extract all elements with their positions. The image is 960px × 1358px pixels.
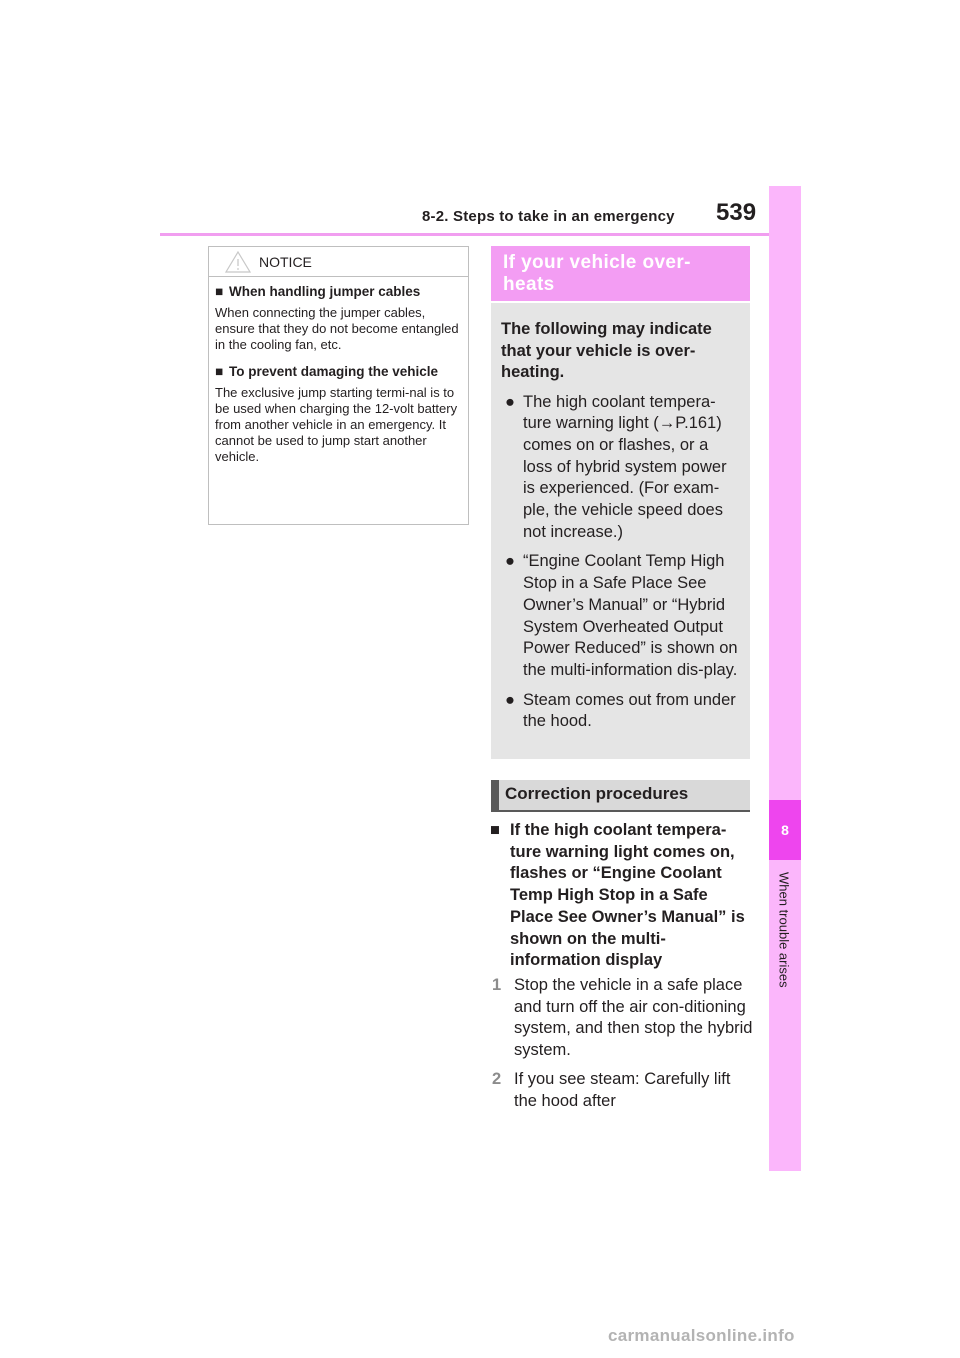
square-bullet-icon: ■	[215, 363, 224, 379]
notice-box	[208, 246, 469, 525]
overheat-intro: The following may indicate that your vehicle is over-heating.	[501, 320, 712, 381]
notice-item-heading-text: When handling jumper cables	[229, 284, 421, 299]
notice-header	[209, 247, 468, 277]
notice-label: NOTICE	[259, 254, 312, 270]
notice-item-body: The exclusive jump starting termi-nal is to be used when charging the 12-volt battery from another vehicle in an emergency. It cannot be used to jump start another vehicle.	[215, 384, 458, 465]
notice-item-heading-text: To prevent damaging the vehicle	[229, 363, 439, 379]
notice-item-body: When connecting the jumper cables, ensure that they do not become entangled in the cooling fan, etc.	[215, 305, 459, 353]
notice-body	[209, 277, 468, 466]
list-item-text: The high coolant tempera-ture warning light (→P.161) comes on or flashes, or a loss of hybrid system power is experienced. (For exam-ple, the vehicle speed does not increase.)	[523, 392, 727, 541]
section-title: 8-2. Steps to take in an emergency	[422, 208, 675, 225]
header-divider	[160, 233, 769, 236]
step-text: If you see steam: Carefully lift the hood after	[514, 1070, 731, 1110]
correction-subheading	[490, 820, 752, 972]
chapter-label: When trouble arises	[776, 872, 792, 988]
step-text: Stop the vehicle in a safe place and turn off the air con-ditioning system, and then stop the hybrid system.	[514, 976, 753, 1060]
overheat-symptoms-panel	[491, 303, 750, 759]
correction-subheading-text: If the high coolant tempera-ture warning light comes on, flashes or “Engine Coolant Temp High Stop in a Safe Place See Owner’s Manual” is shown on the multi-information display	[510, 821, 745, 970]
list-item	[501, 551, 740, 681]
list-item-text: “Engine Coolant Temp High Stop in a Safe Place See Owner’s Manual” or “Hybrid System Overheated Output Power Reduced” is shown on the multi-information dis-play.	[523, 552, 738, 679]
bullet-icon: ●	[505, 552, 515, 571]
procedure-step	[492, 975, 754, 1062]
square-bullet-icon: ■	[215, 284, 224, 299]
list-item	[501, 690, 740, 733]
step-number: 2	[492, 1070, 502, 1088]
list-item-text: Steam comes out from under the hood.	[523, 690, 736, 731]
watermark: carmanualsonline.info	[608, 1326, 795, 1345]
chapter-number-tab: 8	[769, 800, 801, 860]
correction-heading: Correction procedures	[491, 780, 750, 812]
bullet-icon: ●	[505, 690, 515, 709]
procedure-step	[492, 1069, 754, 1112]
notice-item-heading	[215, 284, 462, 300]
bullet-icon: ●	[505, 392, 515, 411]
page-number: 539	[716, 199, 757, 226]
step-number: 1	[492, 976, 502, 994]
list-item	[501, 392, 740, 544]
overheat-title-banner: If your vehicle over-heats	[491, 246, 750, 301]
notice-item-heading	[215, 364, 462, 380]
warning-triangle-icon	[225, 251, 251, 273]
square-bullet-icon: ■	[490, 821, 500, 839]
